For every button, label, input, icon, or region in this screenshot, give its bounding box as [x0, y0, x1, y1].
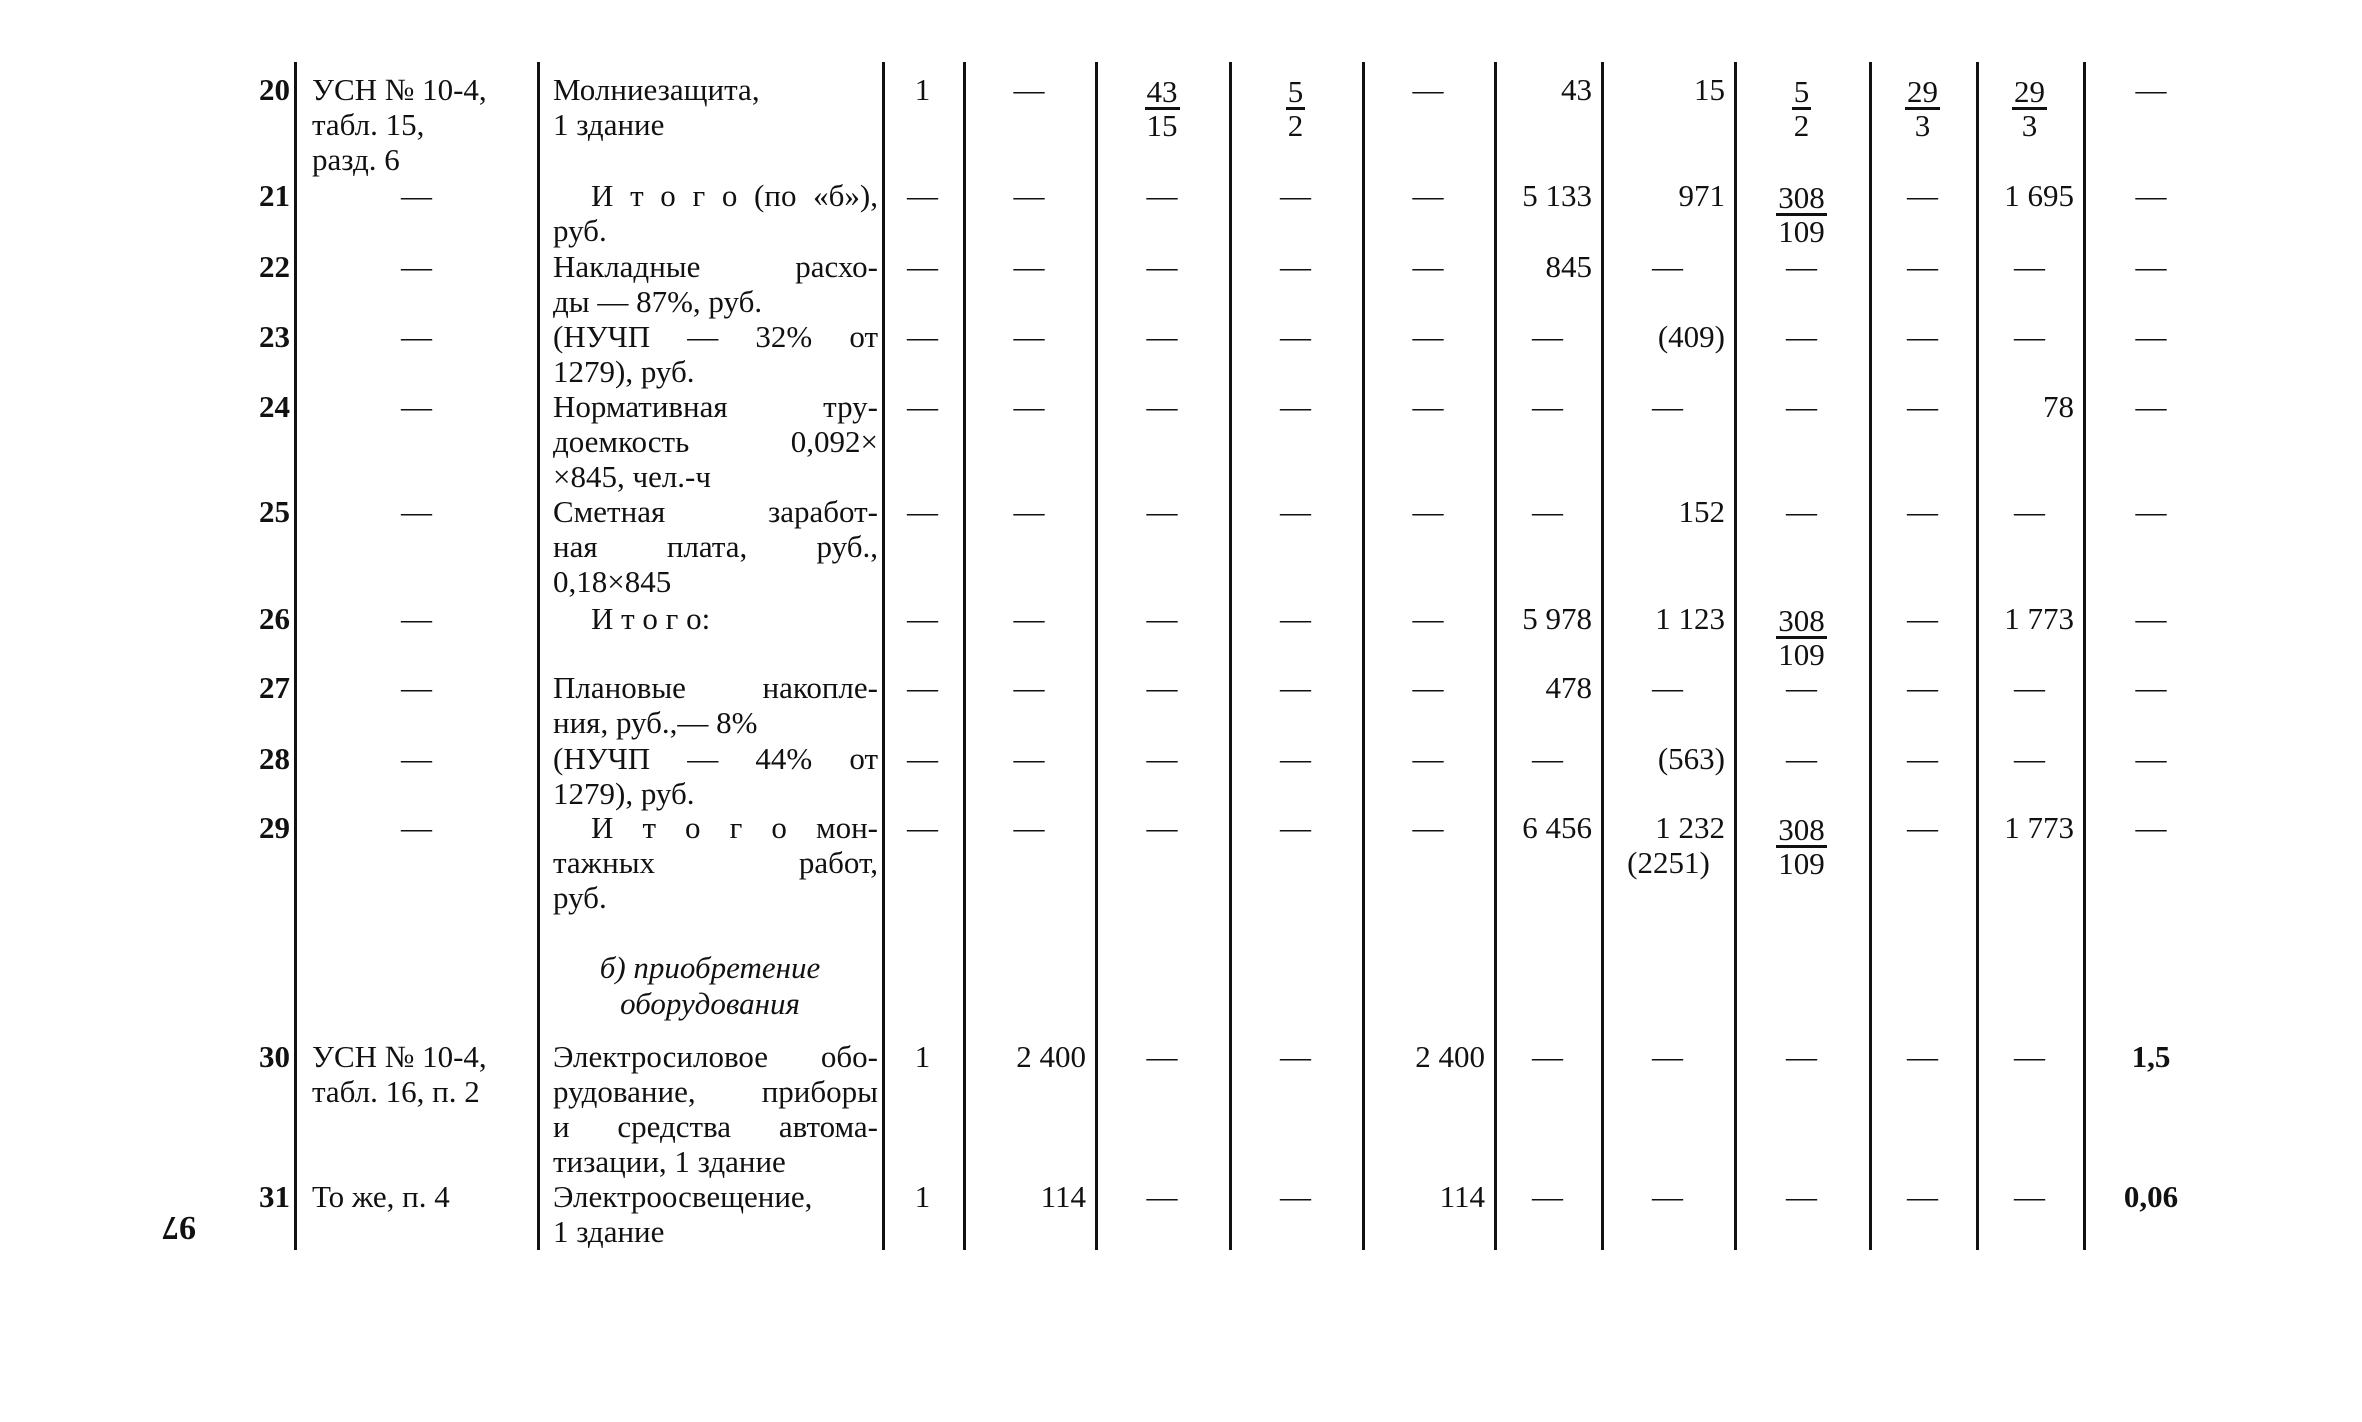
- fraction: [1776, 814, 1827, 879]
- table-cell-c4: —: [1013, 741, 1045, 776]
- table-cell-c13: 1,5: [2131, 1039, 2171, 1074]
- table-cell-c11: —: [1907, 1039, 1938, 1074]
- table-cell-c11: —: [1907, 249, 1938, 284]
- description-line: 1279), руб.: [553, 354, 695, 389]
- table-cell-c6: —: [1280, 601, 1311, 636]
- reference-text: —: [401, 741, 432, 776]
- column-rule: [1229, 62, 1232, 1250]
- table-cell-c9: —: [1652, 1179, 1683, 1214]
- description-line: Электросиловое обо-: [553, 1039, 878, 1074]
- table-cell-c3: —: [907, 249, 938, 284]
- table-cell-c10: —: [1786, 1179, 1817, 1214]
- column-rule: [1734, 62, 1737, 1250]
- table-cell-c11: —: [1907, 319, 1938, 354]
- description: [553, 741, 878, 811]
- row-number: 23: [259, 319, 290, 354]
- description-line: доемкость 0,092×: [553, 424, 878, 459]
- table-cell-c3: —: [907, 601, 938, 636]
- table-cell-c3: —: [907, 494, 938, 529]
- table-cell-c8: 845: [1545, 249, 1592, 284]
- table-cell-c12: 1 773: [2004, 810, 2074, 845]
- table-cell-c12: —: [2014, 741, 2045, 776]
- reference-text: —: [401, 319, 432, 354]
- table-cell-c4: —: [1013, 494, 1045, 529]
- description: [553, 178, 878, 248]
- description-line: руб.: [553, 213, 607, 248]
- table-cell-c3: 1: [914, 1039, 931, 1074]
- description-line: ды — 87%, руб.: [553, 284, 763, 319]
- table-cell-c5: —: [1146, 670, 1178, 705]
- description-line: Нормативная тру-: [553, 389, 878, 424]
- table-cell-c11: [1878, 74, 1967, 141]
- table-cell-c10: [1743, 74, 1860, 141]
- row-number: 21: [259, 178, 290, 213]
- description: [553, 494, 878, 599]
- reference-text: УСН № 10-4,: [312, 1039, 487, 1074]
- description-line: Плановые накопле-: [553, 670, 878, 705]
- table-cell-c8: —: [1532, 389, 1563, 424]
- denominator: 15: [1146, 108, 1178, 143]
- table-cell-c13: —: [2135, 178, 2167, 213]
- table-cell-c10: —: [1786, 319, 1817, 354]
- table-cell-c6: —: [1280, 389, 1311, 424]
- description-line: 1279), руб.: [553, 776, 695, 811]
- reference-text: —: [401, 178, 432, 213]
- denominator: 2: [1287, 108, 1304, 143]
- table-cell-c9: —: [1652, 670, 1683, 705]
- table-cell-c6: —: [1280, 741, 1311, 776]
- fraction: [1792, 76, 1812, 141]
- column-rule: [2083, 62, 2086, 1250]
- description: [553, 601, 878, 636]
- table-cell-c8: —: [1532, 319, 1563, 354]
- table-cell-c9-secondary: (2251): [1627, 845, 1710, 880]
- table-cell-c7: —: [1412, 178, 1444, 213]
- table-cell-c5: —: [1146, 319, 1178, 354]
- column-rule: [1601, 62, 1604, 1250]
- table-cell-c7: —: [1412, 741, 1444, 776]
- reference-text: УСН № 10-4,: [312, 72, 487, 107]
- table-cell-c9: —: [1652, 389, 1683, 424]
- table-cell-c13: —: [2135, 601, 2167, 636]
- row-number: 26: [259, 601, 290, 636]
- table-cell-c7: —: [1412, 670, 1444, 705]
- table-cell-c4: 2 400: [1016, 1039, 1086, 1074]
- denominator: 109: [1778, 637, 1825, 672]
- table-cell-c8: 5 133: [1522, 178, 1592, 213]
- numerator: 308: [1778, 603, 1825, 638]
- table-cell-c7: 114: [1439, 1179, 1485, 1214]
- table-cell-c13: 0,06: [2123, 1179, 2179, 1214]
- description-line: 1 здание: [553, 1214, 665, 1249]
- table-cell-c13: —: [2135, 72, 2167, 107]
- table-cell-c10: [1743, 812, 1860, 879]
- table-cell-c5: [1104, 74, 1220, 141]
- column-rule: [963, 62, 966, 1250]
- table-cell-c12: —: [2014, 319, 2045, 354]
- table-cell-c13: —: [2135, 670, 2167, 705]
- numerator: 5: [1287, 74, 1304, 109]
- reference-text: —: [401, 810, 432, 845]
- description-line: 1 здание: [553, 107, 665, 142]
- table-cell-c6: —: [1280, 670, 1311, 705]
- table-cell-c9: 152: [1678, 494, 1725, 529]
- description: [553, 810, 878, 915]
- reference-text: табл. 15,: [312, 107, 425, 142]
- fraction: [2012, 76, 2047, 141]
- table-cell-c5: —: [1146, 389, 1178, 424]
- numerator: 308: [1778, 812, 1825, 847]
- table-cell-c4: —: [1013, 601, 1045, 636]
- table-cell-c7: —: [1412, 72, 1444, 107]
- description-line: ×845, чел.-ч: [553, 459, 711, 494]
- description-line: ния, руб.,— 8%: [553, 705, 758, 740]
- page-number: 97: [162, 1209, 196, 1246]
- denominator: 109: [1778, 214, 1825, 249]
- table-cell-c10: —: [1786, 670, 1817, 705]
- table-cell-c12: 78: [2043, 389, 2074, 424]
- table-cell-c4: —: [1013, 319, 1045, 354]
- row-number: 29: [259, 810, 290, 845]
- table-cell-c4: —: [1013, 670, 1045, 705]
- row-number: 22: [259, 249, 290, 284]
- table-cell-c7: —: [1412, 389, 1444, 424]
- reference-text: —: [401, 494, 432, 529]
- section-heading: б) приобретение: [599, 950, 821, 985]
- table-cell-c11: —: [1907, 741, 1938, 776]
- column-rule: [1869, 62, 1872, 1250]
- denominator: 2: [1793, 108, 1810, 143]
- table-cell-c9: 971: [1678, 178, 1725, 213]
- numerator: 43: [1146, 74, 1178, 109]
- description: [553, 389, 878, 494]
- table-cell-c4: —: [1013, 178, 1045, 213]
- table-cell-c10: [1743, 180, 1860, 247]
- fraction: [1776, 182, 1827, 247]
- table-cell-c6: [1238, 74, 1353, 141]
- table-cell-c8: 6 456: [1522, 810, 1592, 845]
- row-number: 24: [259, 389, 290, 424]
- column-rule: [1494, 62, 1497, 1250]
- table-cell-c8: —: [1532, 1179, 1563, 1214]
- table-cell-c6: —: [1280, 1179, 1311, 1214]
- table-cell-c7: —: [1412, 601, 1444, 636]
- description: [553, 1039, 878, 1179]
- table-cell-c13: —: [2135, 389, 2167, 424]
- table-cell-c12: 1 695: [2004, 178, 2074, 213]
- denominator: 3: [1914, 108, 1931, 143]
- column-rule: [882, 62, 885, 1250]
- table-cell-c10: [1743, 603, 1860, 670]
- row-number: 27: [259, 670, 290, 705]
- numerator: 5: [1793, 74, 1810, 109]
- reference-text: То же, п. 4: [312, 1179, 450, 1214]
- description-line: Накладные расхо-: [553, 249, 878, 284]
- column-rule: [1976, 62, 1979, 1250]
- fraction: [1905, 76, 1940, 141]
- table-cell-c10: —: [1786, 494, 1817, 529]
- description-line: и средства автома-: [553, 1109, 878, 1144]
- table-cell-c9: (409): [1657, 319, 1725, 354]
- table-cell-c11: —: [1907, 601, 1938, 636]
- table-cell-c3: 1: [914, 1179, 931, 1214]
- table-cell-c12: —: [2014, 249, 2045, 284]
- table-cell-c5: —: [1146, 494, 1178, 529]
- table-cell-c7: —: [1412, 249, 1444, 284]
- description-line: тажных работ,: [553, 845, 878, 880]
- description: [553, 670, 878, 740]
- table-cell-c12: —: [2014, 494, 2045, 529]
- table-cell-c7: —: [1412, 319, 1444, 354]
- table-cell-c4: —: [1013, 389, 1045, 424]
- table-cell-c3: 1: [914, 72, 931, 107]
- table-cell-c13: —: [2135, 810, 2167, 845]
- table-cell-c12: 1 773: [2004, 601, 2074, 636]
- fraction: [1145, 76, 1180, 141]
- table-cell-c5: —: [1146, 741, 1178, 776]
- column-rule: [1095, 62, 1098, 1250]
- table-cell-c8: 478: [1545, 670, 1592, 705]
- table-cell-c13: —: [2135, 319, 2167, 354]
- description-line: тизации, 1 здание: [553, 1144, 786, 1179]
- fraction: [1286, 76, 1306, 141]
- table-cell-c4: 114: [1040, 1179, 1086, 1214]
- reference-text: —: [401, 601, 432, 636]
- table-cell-c6: —: [1280, 319, 1311, 354]
- table-cell-c8: —: [1532, 741, 1563, 776]
- column-rule: [1362, 62, 1365, 1250]
- table-cell-c5: —: [1146, 249, 1178, 284]
- table-cell-c11: —: [1907, 389, 1938, 424]
- row-number: 30: [259, 1039, 290, 1074]
- table-cell-c4: —: [1013, 72, 1045, 107]
- table-cell-c4: —: [1013, 810, 1045, 845]
- row-number: 31: [259, 1179, 290, 1214]
- table-cell-c3: —: [907, 389, 938, 424]
- row-number: 25: [259, 494, 290, 529]
- table-cell-c3: —: [907, 670, 938, 705]
- table-cell-c7: —: [1412, 810, 1444, 845]
- numerator: 29: [1907, 74, 1938, 109]
- table-cell-c8: 5 978: [1522, 601, 1592, 636]
- table-cell-c10: —: [1786, 1039, 1817, 1074]
- reference-text: —: [401, 389, 432, 424]
- description: [553, 319, 878, 389]
- table-cell-c9: (563): [1657, 741, 1725, 776]
- table-cell-c11: —: [1907, 178, 1938, 213]
- section-heading: оборудования: [620, 986, 800, 1021]
- table-cell-c12: —: [2014, 1179, 2045, 1214]
- table-cell-c11: —: [1907, 494, 1938, 529]
- table-cell-c6: —: [1280, 178, 1311, 213]
- description-line: рудование, приборы: [553, 1074, 878, 1109]
- table-cell-c3: —: [907, 741, 938, 776]
- table-cell-c10: —: [1786, 389, 1817, 424]
- table-cell-c8: —: [1532, 494, 1563, 529]
- table-cell-c9: 15: [1694, 72, 1725, 107]
- description-line: И т о г о:: [591, 601, 711, 636]
- table-cell-c5: —: [1146, 1179, 1178, 1214]
- table-cell-c9: —: [1652, 1039, 1683, 1074]
- table-cell-c6: —: [1280, 1039, 1311, 1074]
- description-line: Электроосвещение,: [553, 1179, 813, 1214]
- description: [553, 1179, 878, 1249]
- reference-text: —: [401, 670, 432, 705]
- numerator: 29: [2014, 74, 2045, 109]
- table-cell-c12: —: [2014, 1039, 2045, 1074]
- description-line: 0,18×845: [553, 564, 672, 599]
- table-cell-c3: —: [907, 178, 938, 213]
- table-cell-c9: 1 123: [1655, 601, 1725, 636]
- table-cell-c11: —: [1907, 670, 1938, 705]
- table-cell-c4: —: [1013, 249, 1045, 284]
- reference-text: разд. 6: [312, 142, 400, 177]
- table-cell-c5: —: [1146, 1039, 1178, 1074]
- table-cell-c13: —: [2135, 249, 2167, 284]
- table-cell-c3: —: [907, 319, 938, 354]
- table-cell-c13: —: [2135, 494, 2167, 529]
- table-cell-c5: —: [1146, 178, 1178, 213]
- table-cell-c5: —: [1146, 601, 1178, 636]
- table-cell-c3: —: [907, 810, 938, 845]
- table-cell-c10: —: [1786, 249, 1817, 284]
- row-number: 28: [259, 741, 290, 776]
- description-line: Молниезащита,: [553, 72, 760, 107]
- table-cell-c6: —: [1280, 810, 1311, 845]
- column-rule: [294, 62, 297, 1250]
- reference-text: табл. 16, п. 2: [312, 1074, 480, 1109]
- table-cell-c12: [1985, 74, 2074, 141]
- table-cell-c13: —: [2135, 741, 2167, 776]
- table-cell-c6: —: [1280, 494, 1311, 529]
- row-number: 20: [259, 72, 290, 107]
- table-cell-c12: —: [2014, 670, 2045, 705]
- table-cell-c8: 43: [1561, 72, 1592, 107]
- description: [553, 72, 878, 142]
- description-line: руб.: [553, 880, 607, 915]
- reference-text: —: [401, 249, 432, 284]
- description-line: И т о г о (по «б»),: [591, 178, 878, 213]
- table-cell-c5: —: [1146, 810, 1178, 845]
- description-line: (НУЧП — 44% от: [553, 741, 878, 776]
- description-line: Сметная заработ-: [553, 494, 878, 529]
- denominator: 109: [1778, 846, 1825, 881]
- table-cell-c8: —: [1532, 1039, 1563, 1074]
- table-cell-c11: —: [1907, 810, 1938, 845]
- table-cell-c10: —: [1786, 741, 1817, 776]
- table-cell-c7: 2 400: [1415, 1039, 1485, 1074]
- table-cell-c11: —: [1907, 1179, 1938, 1214]
- table-cell-c9: 1 232: [1655, 810, 1725, 845]
- description-line: ная плата, руб.,: [553, 529, 878, 564]
- table-cell-c9: —: [1652, 249, 1683, 284]
- table-cell-c7: —: [1412, 494, 1444, 529]
- table-cell-c6: —: [1280, 249, 1311, 284]
- fraction: [1776, 605, 1827, 670]
- description-line: И т о г о мон-: [591, 810, 878, 845]
- description-line: (НУЧП — 32% от: [553, 319, 878, 354]
- numerator: 308: [1778, 180, 1825, 215]
- column-rule: [537, 62, 540, 1250]
- denominator: 3: [2021, 108, 2038, 143]
- description: [553, 249, 878, 319]
